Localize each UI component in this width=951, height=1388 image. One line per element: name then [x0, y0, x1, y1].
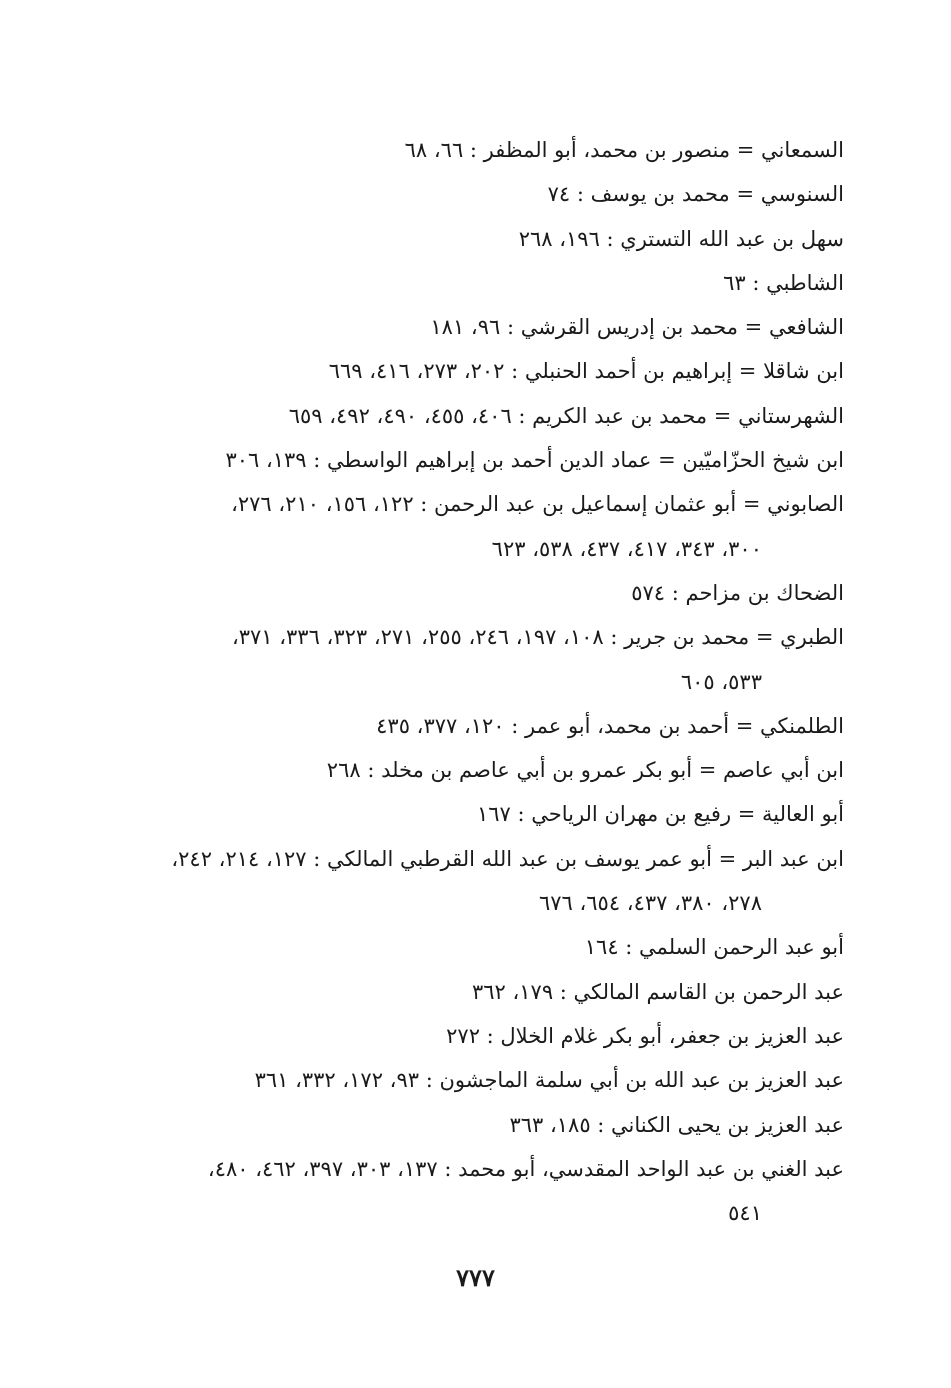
entry-text: الضحاك بن مزاحم : ٥٧٤ [631, 580, 844, 605]
index-entry [140, 1014, 844, 1058]
entry-text: عبد العزيز بن يحيى الكناني : ١٨٥، ٣٦٣ [509, 1112, 844, 1137]
index-entry [140, 792, 844, 836]
entry-text: عبد العزيز بن جعفر، أبو بكر غلام الخلال : ٢٧٢ [446, 1023, 844, 1048]
index-entry [140, 172, 844, 216]
entry-text: عبد العزيز بن عبد الله بن أبي سلمة الماجشون : ٩٣، ١٧٢، ٣٣٢، ٣٦١ [254, 1068, 844, 1093]
entry-text: الشهرستاني = محمد بن عبد الكريم : ٤٠٦، ٤٥٥، ٤٩٠، ٤٩٢، ٦٥٩ [288, 403, 844, 428]
entry-text: أبو العالية = رفيع بن مهران الرياحي : ١٦٧ [476, 802, 844, 827]
index-entry [140, 1147, 844, 1236]
entry-text: الطبري = محمد بن جرير : ١٠٨، ١٩٧، ٢٤٦، ٢٥٥، ٢٧١، ٣٢٣، ٣٣٦، ٣٧١، [231, 625, 844, 650]
entry-text: الطلمنكي = أحمد بن محمد، أبو عمر : ١٢٠، ٣٧٧، ٤٣٥ [376, 713, 844, 738]
index-entry [140, 394, 844, 438]
entry-text: الشافعي = محمد بن إدريس القرشي : ٩٦، ١٨١ [430, 315, 844, 340]
page-number: ٧٧٧ [456, 1263, 495, 1292]
index-entry [140, 438, 844, 482]
entry-text: أبو عبد الرحمن السلمي : ١٦٤ [584, 935, 844, 960]
entry-text: السمعاني = منصور بن محمد، أبو المظفر : ٦٦، ٦٨ [404, 138, 844, 162]
index-entry [140, 704, 844, 748]
entry-text: ابن شاقلا = إبراهيم بن أحمد الحنبلي : ٢٠٢، ٢٧٣، ٤١٦، ٦٦٩ [328, 359, 844, 384]
entry-text: عبد الرحمن بن القاسم المالكي : ١٧٩، ٣٦٢ [471, 979, 844, 1004]
entry-continuation: ٥٤١ [728, 1201, 762, 1226]
index-entry [140, 128, 844, 172]
entry-text: سهل بن عبد الله التستري : ١٩٦، ٢٦٨ [518, 226, 844, 251]
index-entry [140, 217, 844, 261]
index-entry [140, 925, 844, 969]
index-entry [140, 970, 844, 1014]
entry-continuation: ٣٠٠، ٣٤٣، ٤١٧، ٤٣٧، ٥٣٨، ٦٢٣ [491, 536, 762, 561]
entry-continuation: ٥٣٣، ٦٠٥ [680, 669, 762, 694]
entry-text: عبد الغني بن عبد الواحد المقدسي، أبو محمد : ١٣٧، ٣٠٣، ٣٩٧، ٤٦٢، ٤٨٠، [207, 1156, 844, 1181]
index-entry [140, 349, 844, 393]
entry-text: الصابوني = أبو عثمان إسماعيل بن عبد الرحمن : ١٢٢، ١٥٦، ٢١٠، ٢٧٦، [231, 492, 844, 517]
entry-text: ابن شيخ الحزّاميّين = عماد الدين أحمد بن إبراهيم الواسطي : ١٣٩، ٣٠٦ [225, 448, 844, 473]
index-entry [140, 482, 844, 571]
entry-text: الشاطبي : ٦٣ [723, 270, 844, 295]
index-entry [140, 748, 844, 792]
index-entry [140, 837, 844, 926]
index-entry [140, 305, 844, 349]
entry-text: ابن أبي عاصم = أبو بكر عمرو بن أبي عاصم بن مخلد : ٢٦٨ [326, 758, 844, 783]
index-entry [140, 571, 844, 615]
entry-continuation: ٢٧٨، ٣٨٠، ٤٣٧، ٦٥٤، ٦٧٦ [538, 891, 762, 916]
entry-text: ابن عبد البر = أبو عمر يوسف بن عبد الله القرطبي المالكي : ١٢٧، ٢١٤، ٢٤٢، [171, 846, 844, 871]
index-entry [140, 1058, 844, 1102]
index-entry [140, 615, 844, 704]
index-entry [140, 1103, 844, 1147]
entry-text: السنوسي = محمد بن يوسف : ٧٤ [547, 182, 844, 207]
index-list [140, 128, 844, 1235]
index-entry [140, 261, 844, 305]
